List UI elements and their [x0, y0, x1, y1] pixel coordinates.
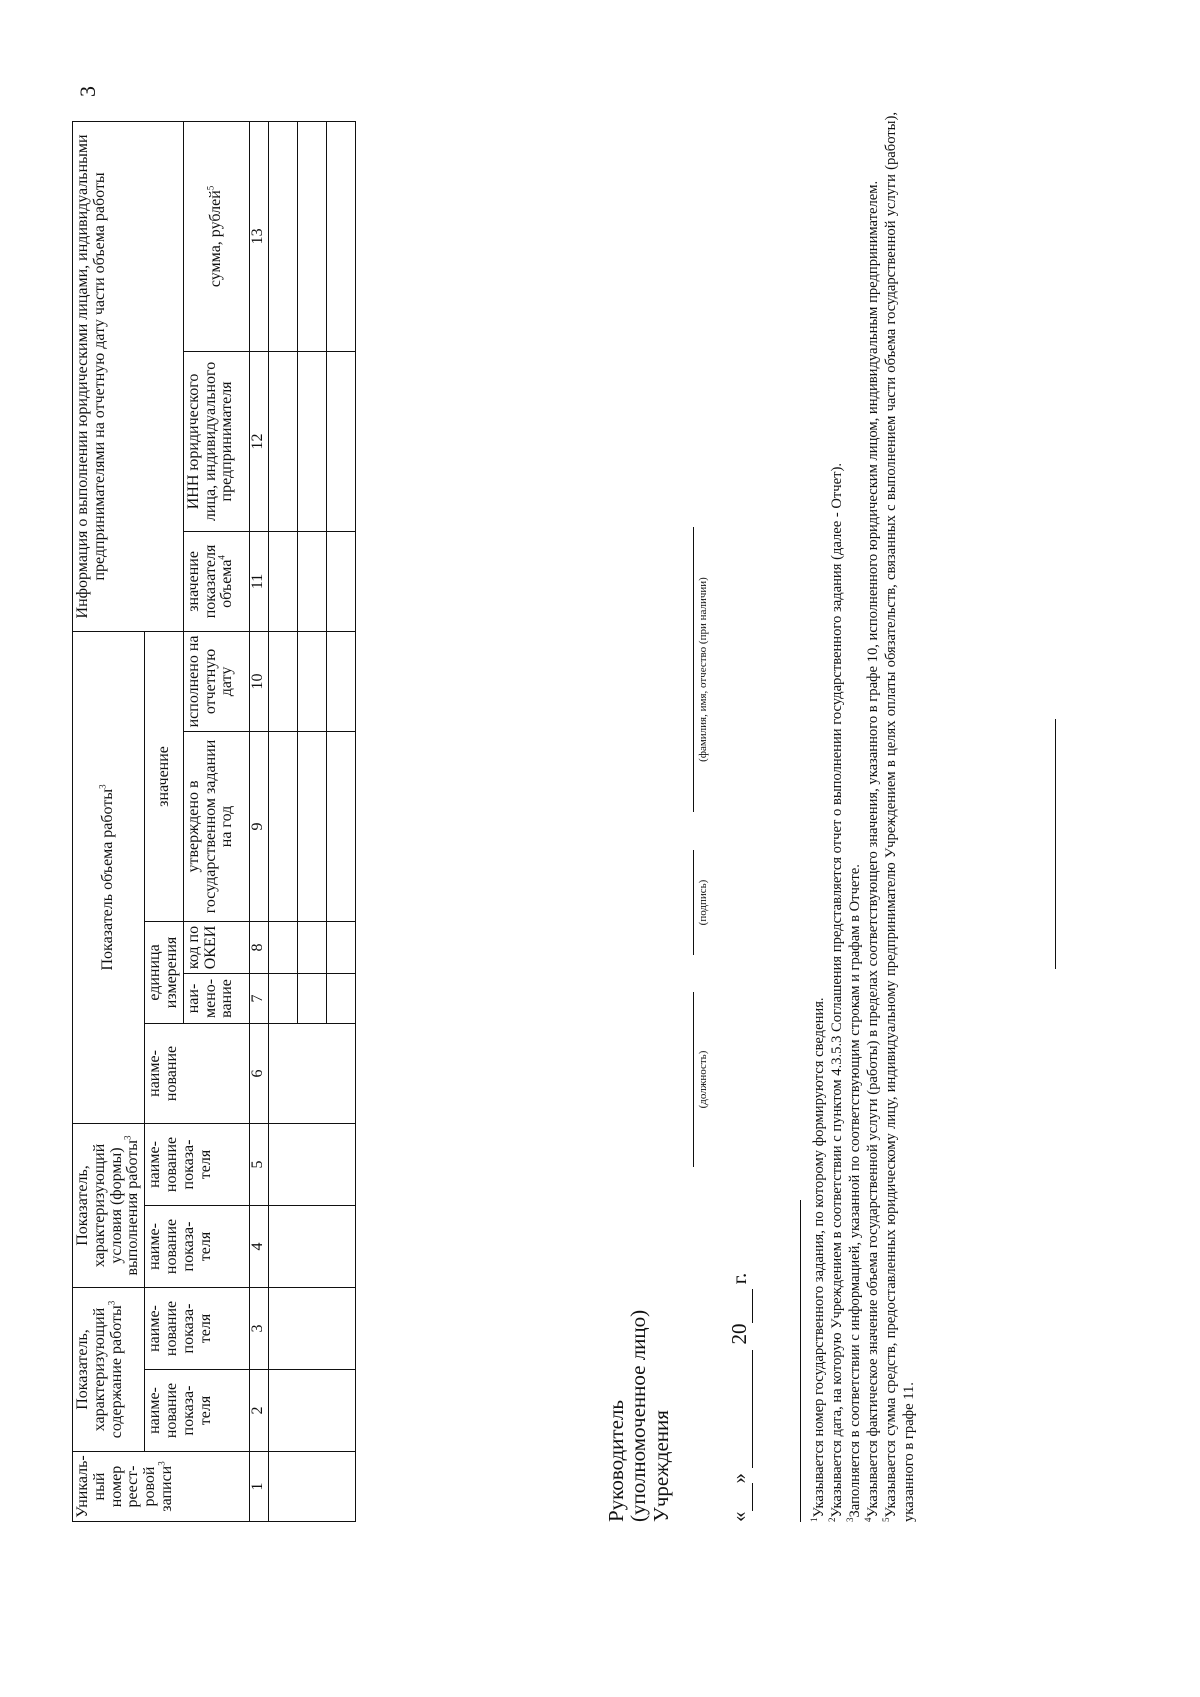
table-cell[interactable]: [326, 121, 355, 351]
column-number: 3: [249, 1287, 268, 1369]
table-cell[interactable]: [297, 731, 326, 921]
table-cell[interactable]: [268, 631, 297, 731]
header-info-contractors: Информация о выполнении юридическими лицами, индивидуальными предпринимателями на отчетную дату части объема работы: [73, 121, 184, 631]
footnote-3: $^3$Заполняется в соответствии с информацией, указанной по соответствующим строкам и графам в Отчете.: [845, 864, 864, 1522]
header-conditions-indicator: Показатель, характеризующий условия (формы) выполнения работы$^3$: [73, 1123, 145, 1287]
table-cell[interactable]: [268, 1370, 355, 1452]
table-row: [268, 121, 297, 1521]
signatory-block: [605, 1310, 672, 1522]
header-okei-code: код по ОКЕИ: [183, 921, 249, 973]
table-cell[interactable]: [297, 973, 326, 1023]
table-cell[interactable]: [268, 921, 297, 973]
page-end-line: [1055, 719, 1056, 969]
full-name-line[interactable]: [693, 527, 709, 812]
header-volume-value: значение показателя объема$^4$: [183, 531, 249, 631]
header-executed: исполнено на отчетную дату: [183, 631, 249, 731]
signatory-institution: Учреждения: [648, 1410, 673, 1522]
header-inn: ИНН юридического лица, индивидуального предпринимателя: [183, 351, 249, 531]
column-number: 9: [249, 731, 268, 921]
table-cell[interactable]: [268, 973, 297, 1023]
footnotes: [810, 112, 919, 1522]
column-number: 11: [249, 531, 268, 631]
header-sum: сумма, рублей$^5$: [183, 121, 249, 351]
footnote-separator: [800, 1200, 801, 1522]
table-cell[interactable]: [326, 921, 355, 973]
table-cell[interactable]: [268, 1123, 355, 1205]
table-cell[interactable]: [326, 731, 355, 921]
header-content-indicator-name-2: наиме-нование показа-теля: [145, 1287, 250, 1369]
header-volume-indicator: Показатель объема работы$^3$: [73, 631, 145, 1123]
footnote-4: $^4$Указывается фактическое значение объема государственной услуги (работы) в пределах соответствующего значения, указанного в графе 10, исполненного юридическим лицом, индивидуальным предпринимателем.: [863, 180, 882, 1522]
table-cell[interactable]: [268, 531, 297, 631]
table-cell[interactable]: [326, 531, 355, 631]
table-cell[interactable]: [268, 1023, 355, 1123]
header-content-indicator-name-1: наиме-нование показа-теля: [145, 1370, 250, 1452]
work-volume-report-table: [72, 121, 356, 1522]
header-value: значение: [145, 631, 184, 921]
header-approved: утверждено в государственном задании на год: [183, 731, 249, 921]
signatory-authorized: (уполномоченное лицо): [626, 1309, 651, 1522]
table-cell[interactable]: [268, 351, 297, 531]
signature-line[interactable]: [693, 850, 709, 955]
column-number: 7: [249, 973, 268, 1023]
table-cell[interactable]: [326, 631, 355, 731]
page-number: 3: [75, 86, 100, 97]
table-cell[interactable]: [268, 1205, 355, 1287]
signature-date: [727, 1273, 753, 1522]
date-close-quote: »: [727, 1473, 751, 1484]
date-year-prefix: 20: [727, 1323, 751, 1345]
column-number: 12: [249, 351, 268, 531]
table-cell[interactable]: [268, 731, 297, 921]
header-unit: единица измерения: [145, 921, 184, 1023]
table-cell[interactable]: [297, 351, 326, 531]
footnote-1: $^1$Указывается номер государственного задания, по которому формируются сведения.: [809, 997, 827, 1522]
table-cell[interactable]: [268, 1287, 355, 1369]
column-number: 5: [249, 1123, 268, 1205]
header-unit-name: наи-мено-вание: [183, 973, 249, 1023]
date-month-field[interactable]: [727, 1350, 753, 1468]
table-cell[interactable]: [326, 973, 355, 1023]
header-conditions-indicator-name-1: наиме-нование показа-теля: [145, 1205, 250, 1287]
date-open-quote: «: [727, 1511, 751, 1522]
position-caption: (должность): [697, 1050, 709, 1109]
table-cell[interactable]: [268, 1452, 355, 1522]
header-volume-name: наиме-нование: [145, 1023, 250, 1123]
table-cell[interactable]: [297, 121, 326, 351]
signature-caption: (подпись): [697, 879, 709, 926]
signatory-title: Руководитель: [604, 1400, 628, 1522]
column-number: 1: [249, 1452, 268, 1522]
date-year-field[interactable]: [727, 1290, 753, 1324]
header-conditions-indicator-name-2: наиме-нование показа-теля: [145, 1123, 250, 1205]
column-number: 8: [249, 921, 268, 973]
table-cell[interactable]: [297, 921, 326, 973]
column-number: 13: [249, 121, 268, 351]
position-signature-line[interactable]: [693, 992, 709, 1167]
header-content-indicator: Показатель, характеризующий содержание работы$^3$: [73, 1287, 145, 1451]
table-cell[interactable]: [297, 631, 326, 731]
footnote-2: $^2$Указывается дата, на которую Учреждением в соответствии с пунктом 4.3.5.3 Соглашения представляется отчет о выполнении государственного задания (далее - Отчет).: [827, 462, 846, 1522]
table-cell[interactable]: [297, 531, 326, 631]
date-year-suffix: г.: [727, 1272, 751, 1285]
full-name-caption: (фамилия, имя, отчество (при наличии): [697, 577, 709, 762]
column-number: 6: [249, 1023, 268, 1123]
column-number: 2: [249, 1370, 268, 1452]
date-day-field[interactable]: [727, 1484, 753, 1512]
column-number: 10: [249, 631, 268, 731]
table-cell[interactable]: [326, 351, 355, 531]
footnote-5: $^5$Указывается сумма средств, предоставленных юридическому лицу, индивидуальному предпринимателю Учреждением в целях оплаты обязательств, связанных с выполнением части объема государственной услуги (работы), указанного в графе 11.: [881, 112, 918, 1522]
header-unique-number: Уникаль-ный номер реест-ровой записи$^3$: [73, 1452, 250, 1522]
table-cell[interactable]: [268, 121, 297, 351]
column-number: 4: [249, 1205, 268, 1287]
